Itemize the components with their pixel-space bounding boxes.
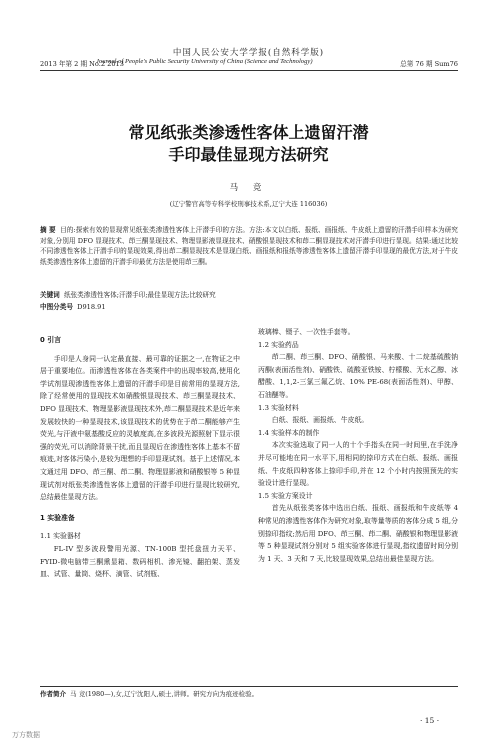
journal-name-cn: 中国人民公安大学学报(自然科学版) xyxy=(172,48,325,58)
author-affiliation: (辽宁警官高等专科学校刑事技术系,辽宁大连 116036) xyxy=(169,200,328,208)
subsection-text-1-1: FL-IV 型多波段警用光源、TN-100B 型托盘扭力天平、FYID-微电脑带三酮熏显箱、数码相机、渗光镜、翻拍架、蒸发皿、试管、量筒、烧杯、滴管、试剂瓶、 xyxy=(40,544,240,579)
abstract xyxy=(40,225,458,267)
author-footnote xyxy=(40,689,458,698)
footnote-rule xyxy=(40,686,458,687)
keywords xyxy=(40,289,458,299)
author-name: 马 竞 xyxy=(229,183,268,193)
subsection-text-1-3: 白纸、报纸、画报纸、牛皮纸。 xyxy=(271,416,369,425)
section-heading-intro: 0 引言 xyxy=(40,336,61,344)
section-heading-1: 1 实验准备 xyxy=(40,513,75,522)
keywords-label: 关键词 xyxy=(40,291,60,299)
subsection-heading-1-5: 1.5 实验方案设计 xyxy=(258,491,313,500)
title-line-1: 常见纸张类渗透性客体上遗留汗潜 xyxy=(128,123,369,142)
subsection-heading-1-2: 1.2 实验药品 xyxy=(258,340,299,349)
paper-title xyxy=(0,122,497,166)
footnote-text: 马 竞(1980—),女,辽宁沈阳人,硕士,讲师。研究方向为痕迹检验。 xyxy=(70,690,259,698)
subsection-heading-1-4: 1.4 实验样本的制作 xyxy=(258,428,320,437)
title-line-2: 手印最佳显现方法研究 xyxy=(168,145,329,164)
classification-label: 中图分类号 xyxy=(40,303,73,311)
abstract-text: 目的:探索有效的显现常见纸张类渗透性客体上汗潜手印的方法。方法:本文以白纸、报纸、画报纸、牛皮纸上遗留的汗潜手印样本为研究对象,分别用 DFO 显现技术、茚三酮显现技术、物理显影液显现技术、硝酸银显现技术和茚二酮显现技术对汗潜手印进行显现。结果:通过比较不同渗透性客体上汗潜手印的显现效果,得出茚二酮显现技术是显现白纸、画报纸和报纸等渗透性客体上遗留汗潜手印显现的最优方法,对于牛皮纸类渗透性客体上遗留的汗潜手印最优方法是使用茚三酮。 xyxy=(40,226,458,266)
continued-text: 玻璃棒、镊子、一次性手套等。 xyxy=(258,328,355,336)
subsection-text-1-4: 本次实验选取了同一人的十个手指头在同一时间里,在手洗净并尽可能地在同一水平下,用相同的捺印方式在白纸、报纸、画报纸、牛皮纸四种客体上捺印手印,并在 12 个小时内按照预先的实验设计进行显现。 xyxy=(258,441,458,488)
keywords-text: 纸张类渗透性客体;汗潜手印;最佳显现方法;比较研究 xyxy=(63,291,216,299)
classification-text: D918.91 xyxy=(77,303,106,311)
issue-total: 总第 76 期 Sum76 xyxy=(400,60,458,68)
footnote-label: 作者简介 xyxy=(40,690,66,698)
abstract-label: 摘 要 xyxy=(40,226,56,234)
journal-name-en: Journal of People's Public Security University of China (Science and Technology) xyxy=(96,58,313,65)
intro-paragraph: 手印是人身同一认定最直接、最可靠的证据之一,在物证之中居于重要地位。而渗透性客体在各类案件中的出现率较高,使用化学试剂显现渗透性客体上遗留的汗潜手印是目前常用的显现方法,除了经常使用的显现技术如硝酸银显现技术、茚三酮显现技术、DFO 显现技术、物理显影液显现技术外,茚二酮显现技术是近年来发展较快的一种显现技术,该显现技术的优势在于茚二酮能够产生荧光,与汗液中氨基酸反应的灵敏度高,在多波段光源照射下显示很强的荧光,可以消除背景干扰,而且显现后在渗透性客体上基本不留痕迹,对客体污染小,是较为理想的手印显现试剂。基于上述情况,本文通过用 DFO、茚三酮、茚二酮、物理显影液和硝酸银等 5 种显现试剂对纸张类渗透性客体上遗留的汗潜手印进行显现比较研究,总结最佳显现方法。 xyxy=(40,354,240,502)
issue-label: 2013 年第 2 期 No.2 2013 xyxy=(40,60,124,68)
page-number: · 15 · xyxy=(420,716,440,725)
watermark: 万方数据 xyxy=(12,731,40,739)
subsection-text-1-2: 茚二酮、茚三酮、DFO、硝酸银、马来酸、十二烷基硫酸钠丙酮(表面活性剂)、硝酸铁、硫酸亚铁铵、柠檬酸、无水乙醇、冰醋酸、1,1,2-三氯三氟乙烷、10% PE-68(表面活性剂)、甲醇、石油醚等。 xyxy=(258,353,458,399)
subsection-heading-1-3: 1.3 实验材料 xyxy=(258,403,299,412)
subsection-text-1-5: 首先从纸张类客体中选出白纸、报纸、画报纸和牛皮纸等 4 种常见的渗透性客体作为研究对象,取等量等质的客体分成 5 组,分别捺印指纹;然后用 DFO、茚三酮、茚二酮、硝酸银和物理显影液等 5 种显现试剂分别对 5 组实验客体进行显现,指纹遗留时间分别为 1 天、3 天和 7 天,比较显现效果,总结出最佳显现方法。 xyxy=(258,504,458,563)
left-column xyxy=(40,326,240,581)
right-column xyxy=(258,326,458,565)
header-rule xyxy=(40,70,458,71)
classification xyxy=(40,301,458,311)
subsection-heading-1-1: 1.1 实验器材 xyxy=(40,532,81,541)
